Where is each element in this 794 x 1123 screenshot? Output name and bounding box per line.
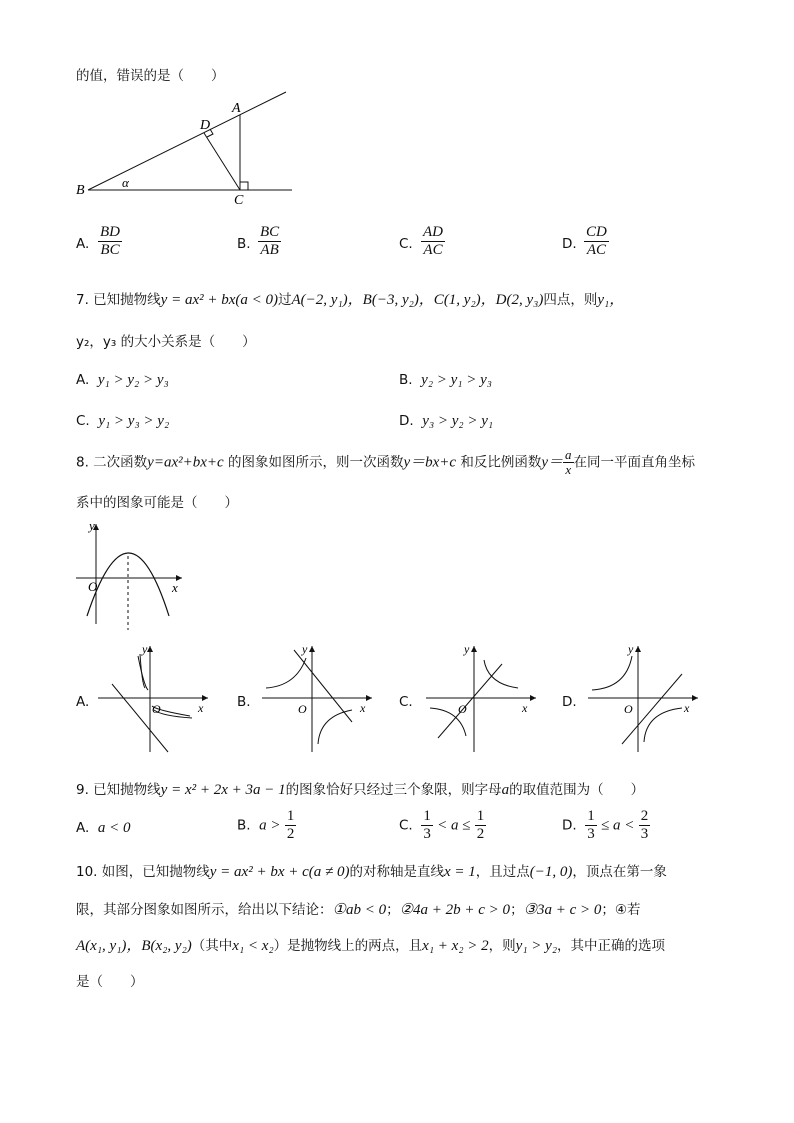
q6-option-d-letter[interactable]: D. xyxy=(562,236,577,252)
q6-triangle-figure xyxy=(70,86,300,208)
q8-option-d-graph[interactable] xyxy=(582,640,702,756)
q6-option-b-letter[interactable]: B. xyxy=(237,236,251,252)
label-A: A xyxy=(232,101,241,116)
q6-stem: 的值，错误的是（ ） xyxy=(76,68,225,84)
q7-option-d[interactable]: D. y₃ > y₂ > y₁ xyxy=(399,413,494,429)
q9-option-d[interactable]: D. $\frac{1}{3}$ ≤ a < $\frac{2}{3}$ xyxy=(562,808,649,842)
svg-text:O: O xyxy=(298,702,307,716)
q9-option-c[interactable]: C. $\frac{1}{3}$ < a ≤ $\frac{1}{2}$ xyxy=(399,808,485,842)
label-B: B xyxy=(76,183,85,198)
q8-option-c-letter[interactable]: C. xyxy=(399,694,413,710)
q10-line1: 10. 如图，已知抛物线y = ax² + bx + c(a ≠ 0)的对称轴是直线x = 1，且过点(−1, 0)，顶点在第一象 xyxy=(76,864,667,880)
axis-x-label: x xyxy=(172,580,178,595)
axis-y-label: y xyxy=(89,518,95,533)
q9-option-a[interactable]: A. a < 0 xyxy=(76,820,131,836)
svg-text:O: O xyxy=(624,702,633,716)
q8-option-a-letter[interactable]: A. xyxy=(76,694,90,710)
q8-parabola-figure xyxy=(72,518,192,632)
label-C: C xyxy=(234,193,244,208)
q8-line2: 系中的图象可能是（ ） xyxy=(76,495,238,511)
q10-line2: 限，其部分图象如图所示，给出以下结论：①ab < 0；②4a + 2b + c > 0；③3a + c > 0；④若 xyxy=(76,902,641,918)
svg-text:O: O xyxy=(152,702,161,716)
svg-text:x: x xyxy=(198,701,204,715)
svg-text:y: y xyxy=(142,642,148,656)
q9-stem: 9. 已知抛物线y = x² + 2x + 3a − 1的图象恰好只经过三个象限，则字母a的取值范围为（ ） xyxy=(76,782,645,798)
svg-text:O: O xyxy=(458,702,467,716)
q7-line2: y₂，y₃ 的大小关系是（ ） xyxy=(76,334,256,350)
q6-option-d[interactable]: $\frac{CD}{AC}$ xyxy=(586,224,607,258)
q10-line4: 是（ ） xyxy=(76,974,144,990)
label-D: D xyxy=(200,118,211,133)
svg-text:x: x xyxy=(684,701,690,715)
q8-option-b-letter[interactable]: B. xyxy=(237,694,251,710)
q7-option-c[interactable]: C. y₁ > y₃ > y₂ xyxy=(76,413,170,429)
q7-option-b[interactable]: B. y₂ > y₁ > y₃ xyxy=(399,372,493,388)
q7-option-a[interactable]: A. y₁ > y₂ > y₃ xyxy=(76,372,169,388)
svg-text:y: y xyxy=(464,642,470,656)
q8-option-c-graph[interactable] xyxy=(420,640,540,756)
q6-option-b[interactable]: $\frac{BC}{AB}$ xyxy=(260,224,280,258)
q9-option-b[interactable]: B. a > $\frac{1}{2}$ xyxy=(237,808,295,842)
q8-line1: 8. 二次函数y=ax²+bx+c 的图象如图所示，则一次函数y＝bx+c 和反比例函数y＝ $\frac{a}{x}$ 在同一平面直角坐标 xyxy=(76,447,696,477)
q6-option-a-letter[interactable]: A. xyxy=(76,236,90,252)
svg-text:x: x xyxy=(360,701,366,715)
svg-text:y: y xyxy=(628,642,634,656)
q8-option-a-graph[interactable] xyxy=(92,640,212,756)
q6-option-c[interactable]: $\frac{AD}{AC}$ xyxy=(423,224,443,258)
origin-label: O xyxy=(88,579,98,594)
q10-line3: A(x₁, y₁)，B(x₂, y₂)（其中x₁ < x₂）是抛物线上的两点，且x₁ + x₂ > 2，则y₁ > y₂，其中正确的选项 xyxy=(76,938,666,954)
svg-text:y: y xyxy=(302,642,308,656)
q6-option-a[interactable]: $\frac{BD}{BC}$ xyxy=(100,224,120,258)
label-alpha: α xyxy=(122,175,129,190)
svg-text:x: x xyxy=(522,701,528,715)
q8-option-d-letter[interactable]: D. xyxy=(562,694,577,710)
q6-option-c-letter[interactable]: C. xyxy=(399,236,413,252)
q8-option-b-graph[interactable] xyxy=(256,640,376,756)
q7-line1: 7. 已知抛物线y = ax² + bx(a < 0)过A(−2, y₁)，B(−3, y₂)，C(1, y₂)，D(2, y₃)四点，则y₁， xyxy=(76,292,625,308)
